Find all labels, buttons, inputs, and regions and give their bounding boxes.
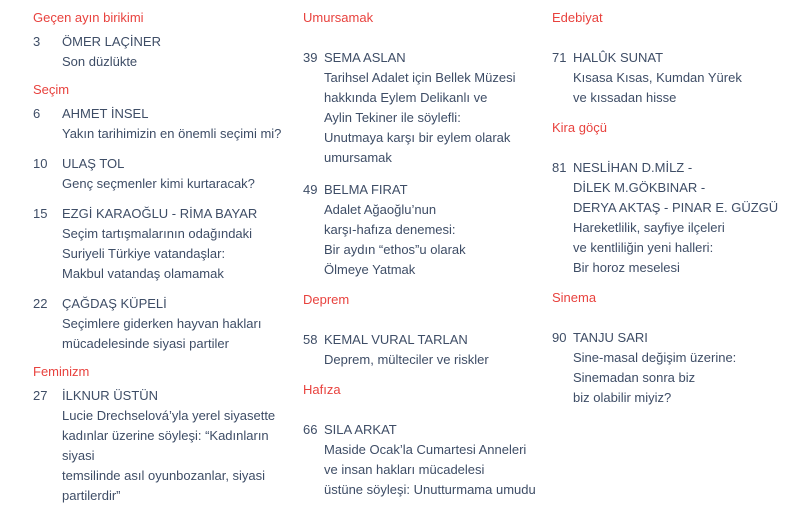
entry-title-line: Seçim tartışmalarının odağındaki <box>62 226 253 241</box>
toc-column-left <box>33 8 295 506</box>
entry-title-line: karşı-hafıza denemesi: <box>324 222 456 237</box>
page-number: 15 <box>33 206 48 221</box>
author-name: SILA ARKAT <box>324 422 397 437</box>
author-name: DİLEK M.GÖKBINAR - <box>573 180 706 195</box>
toc-section <box>303 380 555 500</box>
toc-entry <box>33 204 295 284</box>
toc-section <box>33 80 295 354</box>
entry-text <box>573 158 797 278</box>
page-number: 22 <box>33 296 48 311</box>
entry-title-line: kadınlar üzerine söyleşi: “Kadınların siyasi <box>62 428 269 463</box>
author-name: ÇAĞDAŞ KÜPELİ <box>62 296 167 311</box>
author-name: AHMET İNSEL <box>62 106 149 121</box>
toc-entry <box>552 158 797 278</box>
author-name: DERYA AKTAŞ - PINAR E. GÜZGÜ <box>573 200 779 215</box>
toc-entry <box>303 48 555 168</box>
entry-title-line: Lucie Drechselová’yla yerel siyasette <box>62 408 276 423</box>
page-number: 90 <box>552 330 567 345</box>
entry-title-line: mücadelesinde siyasi partiler <box>62 336 229 351</box>
entry-title-line: temsilinde asıl oyunbozanlar, siyasi <box>62 468 266 483</box>
section-heading: Seçim <box>33 82 70 97</box>
author-name: İLKNUR ÜSTÜN <box>62 388 159 403</box>
toc-entry <box>33 154 295 194</box>
entry-title-line: Ölmeye Yatmak <box>324 262 416 277</box>
entry-title-line: Genç seçmenler kimi kurtaracak? <box>62 176 255 191</box>
entry-title-line: Aylin Tekiner ile söylefli: <box>324 110 461 125</box>
page-number: 10 <box>33 156 48 171</box>
author-name: HALÛK SUNAT <box>573 50 664 65</box>
section-heading: Sinema <box>552 290 597 305</box>
section-heading: Kira göçü <box>552 120 607 135</box>
section-heading: Hafıza <box>303 382 341 397</box>
entry-title-line: ve insan hakları mücadelesi <box>324 462 485 477</box>
author-name: SEMA ASLAN <box>324 50 406 65</box>
section-heading: Deprem <box>303 292 350 307</box>
page-number: 49 <box>303 182 318 197</box>
toc-entry <box>303 420 555 500</box>
entry-title-line: Unutmaya karşı bir eylem olarak <box>324 130 511 145</box>
entry-text <box>62 386 295 506</box>
section-heading: Geçen ayın birikimi <box>33 10 144 25</box>
toc-entry <box>33 104 295 144</box>
entry-title-line: Sine-masal değişim üzerine: <box>573 350 737 365</box>
page-number: 58 <box>303 332 318 347</box>
author-name: BELMA FIRAT <box>324 182 408 197</box>
entry-title-line: Hareketlilik, sayfiye ilçeleri <box>573 220 725 235</box>
entry-title-line: Sinemadan sonra biz <box>573 370 696 385</box>
entry-text <box>324 180 555 280</box>
toc-entry <box>552 48 797 108</box>
toc-section <box>33 8 295 72</box>
entry-title-line: Makbul vatandaş olamamak <box>62 266 224 281</box>
entry-title-line: üstüne söyleşi: Unutturmama umudu <box>324 482 536 497</box>
entry-text <box>324 48 555 168</box>
entry-title-line: partilerdir” <box>62 488 121 503</box>
toc-section <box>33 362 295 506</box>
page-number: 66 <box>303 422 318 437</box>
entry-text <box>62 104 295 144</box>
page-number: 71 <box>552 50 567 65</box>
author-name: KEMAL VURAL TARLAN <box>324 332 468 347</box>
toc-section <box>303 290 555 370</box>
entry-title-line: Suriyeli Türkiye vatandaşlar: <box>62 246 226 261</box>
toc-entry <box>303 330 555 370</box>
toc-column-right <box>552 8 797 408</box>
section-heading: Edebiyat <box>552 10 603 25</box>
entry-title-line: ve kıssadan hisse <box>573 90 677 105</box>
page-number: 27 <box>33 388 48 403</box>
entry-title-line: Bir aydın “ethos”u olarak <box>324 242 466 257</box>
entry-text <box>573 328 797 408</box>
entry-text <box>62 154 295 194</box>
toc-entry <box>33 386 295 506</box>
section-heading: Umursamak <box>303 10 374 25</box>
toc-section <box>552 288 797 408</box>
entry-title-line: Tarihsel Adalet için Bellek Müzesi <box>324 70 516 85</box>
author-name: ÖMER LAÇİNER <box>62 34 161 49</box>
entry-text <box>324 420 555 500</box>
toc-section <box>552 118 797 278</box>
author-name: ULAŞ TOL <box>62 156 125 171</box>
entry-text <box>573 48 797 108</box>
entry-title-line: Seçimlere giderken hayvan hakları <box>62 316 262 331</box>
entry-title-line: Kısasa Kısas, Kumdan Yürek <box>573 70 742 85</box>
entry-title-line: hakkında Eylem Delikanlı ve <box>324 90 488 105</box>
toc-section <box>552 8 797 108</box>
toc-entry <box>303 180 555 280</box>
entry-text <box>62 32 295 72</box>
entry-title-line: Maside Ocak’la Cumartesi Anneleri <box>324 442 527 457</box>
author-name: TANJU SARI <box>573 330 648 345</box>
entry-title-line: ve kentliliğin yeni halleri: <box>573 240 714 255</box>
page-number: 6 <box>33 106 41 121</box>
toc-section <box>303 8 555 280</box>
entry-title-line: Deprem, mülteciler ve riskler <box>324 352 489 367</box>
author-name: NESLİHAN D.MİLZ - <box>573 160 693 175</box>
page-number: 81 <box>552 160 567 175</box>
toc-entry <box>33 294 295 354</box>
entry-text <box>62 294 295 354</box>
entry-text <box>62 204 295 284</box>
entry-title-line: biz olabilir miyiz? <box>573 390 672 405</box>
author-name: EZGİ KARAOĞLU - RİMA BAYAR <box>62 206 258 221</box>
section-heading: Feminizm <box>33 364 90 379</box>
toc-entry <box>33 32 295 72</box>
entry-title-line: Adalet Ağaoğlu’nun <box>324 202 437 217</box>
toc-entry <box>552 328 797 408</box>
entry-title-line: Yakın tarihimizin en önemli seçimi mi? <box>62 126 282 141</box>
toc-column-middle <box>303 8 555 500</box>
entry-title-line: Son düzlükte <box>62 54 138 69</box>
page-number: 39 <box>303 50 318 65</box>
page-number: 3 <box>33 34 41 49</box>
entry-title-line: Bir horoz meselesi <box>573 260 680 275</box>
entry-title-line: umursamak <box>324 150 392 165</box>
entry-text <box>324 330 555 370</box>
